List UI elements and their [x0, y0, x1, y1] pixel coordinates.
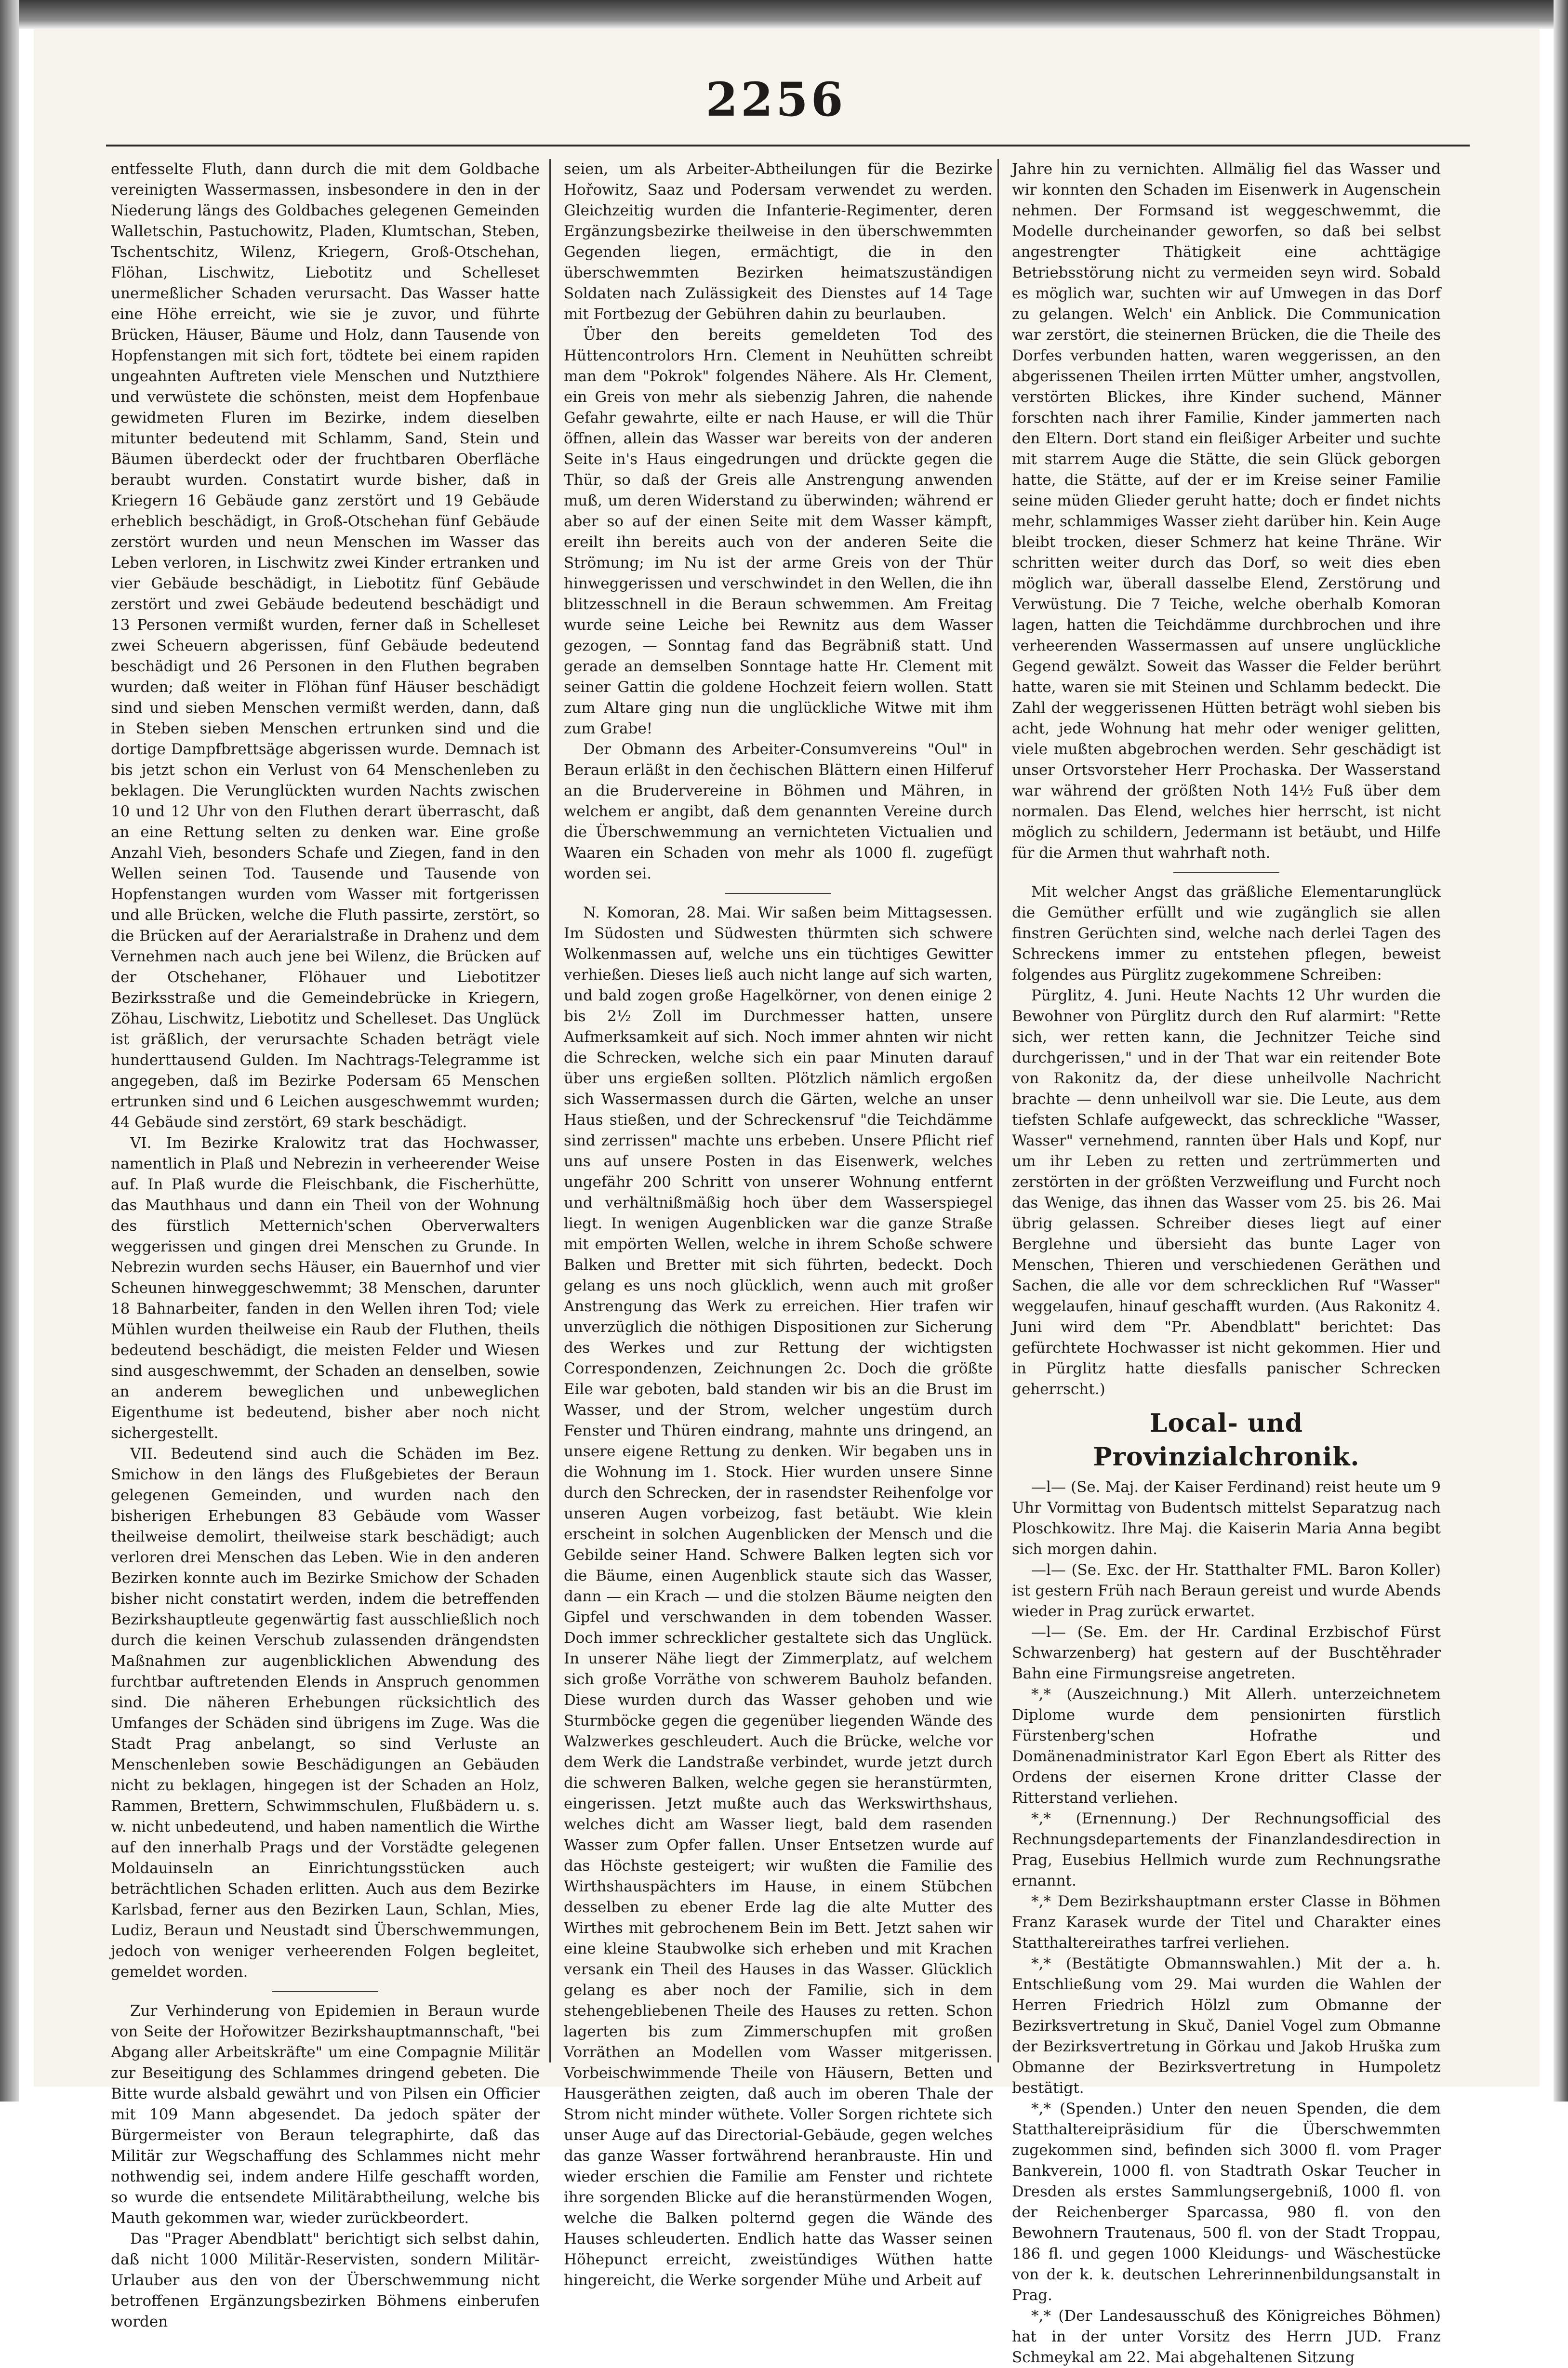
scan-border-left [0, 0, 19, 2102]
chronicle-item: —l— (Se. Exc. der Hr. Statthalter FML. Baron Koller) ist gestern Früh nach Beraun gereist und wurde Abends wieder in Prag zurück erwartet. [1012, 1561, 1441, 1620]
chronicle-item: *,* (Spenden.) Unter den neuen Spenden, die dem Statthaltereipräsidium für die Überschwemmten zugekommen sind, befinden sich 3000 fl. vom Prager Bankverein, 1000 fl. von Stadtrath Oskar Teucher in Dresden als erstes Sammlungsergebniß, 1000 fl. von der Reichenberger Sparcassa, 980 fl. von den Bewohnern Trautenaus, 500 fl. von der Stadt Troppau, 186 fl. und gegen 1000 Kleidungs- und Wäschestücke von der k. k. deutschen Lehrerinnenbildungsanstalt in Prag. [1012, 2100, 1441, 2304]
paragraph: entfesselte Fluth, dann durch die mit dem Goldbache vereinigten Wassermassen, insbesondere in den in der Niederung längs des Goldbaches gelegenen Gemeinden Walletschin, Pastuchowitz, Pladen, Klumtschan, Steben, Tschentschitz, Wilenz, Kriegern, Groß-Otschehan, Flöhan, Lischwitz, Liebotitz und Schelleset unermeßlicher Schaden verursacht. Das Wasser hatte eine Höhe erreicht, wie sie je zuvor, und führte Brücken, Häuser, Bäume und Holz, dann Tausende von Hopfenstangen mit sich fort, tödtete bei einem rapiden ungeahnten Auftreten viele Menschen und Nutzthiere und verwüstete die schönsten, meist dem Hopfenbaue gewidmeten Fluren im Bezirke, indem dieselben mitunter bedeutend mit Schlamm, Sand, Stein und Bäumen überdeckt oder der fruchtbaren Oberfläche beraubt wurden. Constatirt wurde bisher, daß in Kriegern 16 Gebäude ganz zerstört und 19 Gebäude erheblich beschädigt, in Groß-Otschehan fünf Gebäude zerstört wurden und neun Menschen im Wasser das Leben verloren, in Lischwitz zwei Kinder ertranken und vier Gebäude beschädigt, in Liebotitz fünf Gebäude zerstört und zwei Gebäude bedeutend beschädigt und 13 Personen vermißt wurden, ferner daß in Schelleset zwei Scheuern abgerissen, fünf Gebäude bedeutend beschädigt und 26 Personen in den Fluthen begraben wurden; daß weiter in Flöhan fünf Häuser beschädigt sind und sieben Menschen vermißt werden, dann, daß in Steben sieben Menschen ertrunken sind und die dortige Dampfbrettsäge abgerissen wurde. Demnach ist bis jetzt schon ein Verlust von 64 Menschenleben zu beklagen. Die Verunglückten wurden Nachts zwischen 10 und 12 Uhr von den Fluthen derart überrascht, daß an eine Rettung selten zu denken war. Eine große Anzahl Vieh, besonders Schafe und Ziegen, fand in den Wellen seinen Tod. Tausende und Tausende von Hopfenstangen wurden vom Wasser mit fortgerissen und alle Brücken, welche die Fluth passirte, zerstört, so die Brücken auf der Aerarialstraße in Drahenz und dem Vernehmen nach auch jene bei Wilenz, die Brücken auf der Otschehaner, Flöhauer und Liebotitzer Bezirksstraße und die Gemeindebrücke in Kriegern, Zöhau, Lischwitz, Liebotitz und Schelleset. Das Unglück ist gräßlich, der verursachte Schaden beträgt viele hunderttausend Gulden. Im Nachtrags-Telegramme ist angegeben, daß im Bezirke Podersam 65 Menschen ertrunken sind und 6 Leichen ausgeschwemmt wurden; 44 Gebäude sind zerstört, 69 stark beschädigt. [111, 160, 540, 1131]
column-3 [1012, 159, 1441, 2366]
chronicle-item: *,* (Bestätigte Obmannswahlen.) Mit der a. h. Entschließung vom 29. Mai wurden die Wahlen der Herren Friedrich Hölzl zum Obmanne der Bezirksvertretung in Skuč, Daniel Vogel zum Obmanne der Bezirksvertretung in Görkau und Jakob Hruška zum Obmanne der Bezirksvertretung in Humpoletz bestätigt. [1012, 1955, 1441, 2097]
separator-rule [272, 1991, 378, 1992]
column-1 [111, 159, 540, 2330]
paragraph: seien, um als Arbeiter-Abtheilungen für die Bezirke Hořowitz, Saaz und Podersam verwendet zu werden. Gleichzeitig wurden die Infanterie-Regimenter, deren Ergänzungsbezirke theilweise in den überschwemmten Gegenden liegen, ermächtigt, die in den überschwemmten Bezirken heimatszuständigen Soldaten nach Zulässigkeit des Dienstes auf 14 Tage mit Fortbezug der Gebühren dahin zu beurlauben. [564, 160, 993, 323]
section-heading: Local- und Provinzialchronik. [1093, 1409, 1360, 1472]
paragraph: Zur Verhinderung von Epidemien in Beraun wurde von Seite der Hořowitzer Bezirkshauptmannschaft, "bei Abgang aller Arbeitskräfte" um eine Compagnie Militär zur Beseitigung des Schlammes dringend gebeten. Die Bitte wurde alsbald gewährt und von Pilsen ein Officier mit 109 Mann abgesendet. Da jedoch später der Bürgermeister von Beraun telegraphirte, daß das Militär zur Wegschaffung des Schlammes nicht mehr nothwendig sei, indem andere Hilfe geschafft worden, so wurde die entsendete Militärabtheilung, welche bis Mauth gekommen war, wieder zurückbeordert. [111, 2002, 540, 2227]
paragraph: Pürglitz, 4. Juni. Heute Nachts 12 Uhr wurden die Bewohner von Pürglitz durch den Ruf alarmirt: "Rette sich, wer retten kann, die Jechnitzer Teiche sind durchgerissen," und in der That war ein reitender Bote von Rakonitz da, der diese unheilvolle Nachricht brachte — denn unheilvoll war sie. Die Leute, aus dem tiefsten Schlafe aufgeweckt, das schreckliche "Wasser, Wasser" vernehmend, rannten über Hals und Kopf, nur um ihr Leben zu retten und zertrümmerten und zerstörten in der größten Verzweiflung und Furcht noch das Wenige, das ihnen das Wasser vom 25. bis 26. Mai übrig gelassen. Schreiber dieses liegt auf einer Berglehne und übersieht das bunte Lager von Menschen, Thieren und verschiedenen Geräthen und Sachen, die alle vor dem schrecklichen Ruf "Wasser" weggelaufen, hinauf geschafft wurden. (Aus Rakonitz 4. Juni wird dem "Pr. Abendblatt" berichtet: Das gefürchtete Hochwasser ist nicht gekommen. Hier und in Pürglitz hatte diesfalls panischer Schrecken geherrscht.) [1012, 987, 1441, 1398]
paragraph: Jahre hin zu vernichten. Allmälig fiel das Wasser und wir konnten den Schaden im Eisenwerk in Augenschein nehmen. Der Formsand ist weggeschwemmt, die Modelle durcheinander geworfen, so daß bei selbst angestrengter Thätigkeit eine achttägige Betriebsstörung nicht zu vermeiden seyn wird. Sobald es möglich war, suchten wir auf Umwegen in das Dorf zu gelangen. Welch' ein Anblick. Die Communication war zerstört, die steinernen Brücken, die die Theile des Dorfes verbunden hatten, waren weggerissen, an den abgerissenen Theilen irrten Mütter umher, angstvollen, verstörten Blickes, ihre Kinder suchend, Männer forschten nach ihrer Familie, Kinder jammerten nach den Eltern. Dort stand ein fleißiger Arbeiter und suchte mit starrem Auge die Stätte, die sein Glück geborgen hatte, die Stätte, auf der er im Kreise seiner Familie seine müden Glieder geruht hatte; doch er findet nichts mehr, schlammiges Wasser zieht darüber hin. Kein Auge bleibt trocken, dieser Schmerz hat keine Thräne. Wir schritten weiter durch das Dorf, so weit dies eben möglich war, überall dasselbe Elend, Zerstörung und Verwüstung. Die 7 Teiche, welche oberhalb Komoran lagen, hatten die Teichdämme durchbrochen und ihre verheerenden Wassermassen auf unsere unglückliche Gegend gewälzt. Soweit das Wasser die Felder berührt hatte, waren sie mit Steinen und Schlamm bedeckt. Die Zahl der weggerissenen Hütten beträgt wohl sieben bis acht, jede Wohnung hat mehr oder weniger gelitten, viele mußten abgebrochen werden. Sehr geschädigt ist unser Ortsvorsteher Herr Prochaska. Der Wasserstand war während der größten Noth 14½ Fuß über dem normalen. Das Elend, welches hier herrscht, ist nicht möglich zu schildern, Jedermann ist betäubt, und Hilfe für die Armen thut wahrhaft noth. [1012, 160, 1441, 862]
separator-rule [1173, 872, 1279, 873]
scan-border-top [0, 0, 1568, 29]
header-rule [106, 145, 1470, 146]
column-divider-1 [549, 159, 551, 2062]
chronicle-item: *,* (Der Landesausschuß des Königreiches Böhmen) hat in der unter Vorsitz des Herrn JUD. Franz Schmeykal am 22. Mai abgehaltenen Sitzung [1012, 2307, 1441, 2366]
chronicle-item: —l— (Se. Maj. der Kaiser Ferdinand) reist heute um 9 Uhr Vormittag von Budentsch mittelst Separatzug nach Ploschkowitz. Ihre Maj. die Kaiserin Maria Anna begibt sich morgen dahin. [1012, 1478, 1441, 1558]
page-number: 2256 [705, 72, 846, 127]
chronicle-item: *,* Dem Bezirkshauptmann erster Classe in Böhmen Franz Karasek wurde der Titel und Charakter eines Statthaltereirathes tarfrei verliehen. [1012, 1893, 1441, 1952]
paragraph: Das "Prager Abendblatt" berichtigt sich selbst dahin, daß nicht 1000 Militär-Reservisten, sondern Militär-Urlauber aus den von der Überschwemmung nicht betroffenen Ergänzungsbezirken Böhmens einberufen worden [111, 2230, 540, 2330]
chronicle-item: *,* (Ernennung.) Der Rechnungsofficial des Rechnungsdepartements der Finanzlandesdirection in Prag, Eusebius Hellmich wurde zum Rechnungsrathe ernannt. [1012, 1810, 1441, 1889]
paragraph: Der Obmann des Arbeiter-Consumvereins "Oul" in Beraun erläßt in den čechischen Blättern einen Hilferuf an die Brudervereine in Böhmen und Mähren, in welchem er angibt, daß dem genannten Vereine durch die Überschwemmung an vernichteten Victualien und Waaren ein Schaden von mehr als 1000 fl. zugefügt worden sei. [564, 741, 993, 882]
scan-border-right [1554, 0, 1568, 2102]
paragraph: Über den bereits gemeldeten Tod des Hüttencontrolors Hrn. Clement in Neuhütten schreibt man dem "Pokrok" folgendes Nähere. Als Hr. Clement, ein Greis von mehr als siebenzig Jahren, die nahende Gefahr gewahrte, eilte er nach Hause, er will die Thür öffnen, allein das Wasser war bereits von der anderen Seite in's Haus eingedrungen und drückte gegen die Thür, so daß der Greis alle Anstrengung anwenden muß, um deren Widerstand zu überwinden; während er aber so auf der einen Seite mit dem Wasser kämpft, ereilt ihn bereits auch von der anderen Seite die Strömung; im Nu ist der arme Greis von der Thür hinweggerissen und verschwindet in den Wellen, die ihn blitzesschnell in die Beraun schwemmen. Am Freitag wurde seine Leiche bei Rewnitz aus dem Wasser gezogen, — Sonntag fand das Begräbniß statt. Und gerade an demselben Sonntage hatte Hr. Clement mit seiner Gattin die goldene Hochzeit feiern wollen. Statt zum Altare ging nun die unglückliche Witwe mit ihm zum Grabe! [564, 326, 993, 737]
paragraph: VI. Im Bezirke Kralowitz trat das Hochwasser, namentlich in Plaß und Nebrezin in verheerender Weise auf. In Plaß wurde die Fleischbank, die Fischerhütte, das Mauthhaus und dann ein Theil von der Wohnung des fürstlich Metternich'schen Oberverwalters weggerissen und gingen drei Menschen zu Grunde. In Nebrezin wurden sechs Häuser, ein Bauernhof und vier Scheunen hinweggeschwemmt; 38 Menschen, darunter 18 Bahnarbeiter, fanden in den Wellen ihren Tod; viele Mühlen wurden theilweise ein Raub der Fluthen, theils bedeutend beschädigt, die meisten Felder und Wiesen sind ausgeschwemmt, der Schaden an denselben, sowie an anderem beweglichen und unbeweglichen Eigenthume ist bedeutend, bisher aber noch nicht sichergestellt. [111, 1134, 540, 1442]
column-divider-2 [997, 159, 999, 2062]
paragraph: VII. Bedeutend sind auch die Schäden im Bez. Smichow in den längs des Flußgebietes der Beraun gelegenen Gemeinden, und wurden nach den bisherigen Erhebungen 83 Gebäude vom Wasser theilweise demolirt, theilweise stark beschädigt; auch verloren drei Menschen das Leben. Wie in den anderen Bezirken konnte auch im Bezirke Smichow der Schaden bisher nicht constatirt werden, indem die betreffenden Bezirkshauptleute gegenwärtig fast ausschließlich noch durch die keinen Verschub zulassenden drängendsten Maßnahmen zur augenblicklichen Abwendung des furchtbar auftretenden Elends in Anspruch genommen sind. Die näheren Erhebungen rücksichtlich des Umfanges der Schäden sind übrigens im Zuge. Was die Stadt Prag anbelangt, so sind Verluste an Menschenleben sowie Beschädigungen an Gebäuden nicht zu beklagen, hingegen ist der Schaden an Holz, Rammen, Brettern, Schwimmschulen, Flußbädern u. s. w. nicht unbedeutend, und haben namentlich die Wirthe auf den innerhalb Prags und der Vorstädte gelegenen Moldauinseln an Einrichtungsstücken auch beträchtlichen Schaden erlitten. Auch aus dem Bezirke Karlsbad, ferner aus den Bezirken Laun, Schlan, Mies, Ludiz, Beraun und Neustadt sind Überschwemmungen, jedoch von weniger verheerenden Folgen begleitet, gemeldet worden. [111, 1445, 540, 1981]
paragraph: N. Komoran, 28. Mai. Wir saßen beim Mittagsessen. Im Südosten und Südwesten thürmten sich schwere Wolkenmassen auf, welche uns ein tüchtiges Gewitter verhießen. Dieses ließ auch nicht lange auf sich warten, und bald zogen große Hagelkörner, von denen einige 2 bis 2½ Zoll im Durchmesser hatten, unsere Aufmerksamkeit auf sich. Noch immer ahnten wir nicht die Schrecken, welche sich ein paar Minuten darauf über uns ergießen sollten. Plötzlich nämlich ergoßen sich Wassermassen durch die Gärten, welche an unser Haus stießen, und der Schreckensruf "die Teichdämme sind zerrissen" machte uns erbeben. Unsere Pflicht rief uns auf unsere Posten in das Eisenwerk, welches ungefähr 200 Schritt von unserer Wohnung entfernt und verhältnißmäßig hoch über dem Wasserspiegel liegt. In wenigen Augenblicken war die ganze Straße mit empörten Wellen, welche in ihrem Schoße schwere Balken und Bretter mit sich führten, bedeckt. Doch gelang es uns noch glücklich, wenn auch mit großer Anstrengung das Werk zu erreichen. Hier trafen wir unverzüglich die nöthigen Dispositionen zur Sicherung des Werkes und zur Rettung der wichtigsten Correspondenzen, Zeichnungen 2c. Doch die größte Eile war geboten, bald standen wir bis an die Brust im Wasser, und der Strom, welcher ungestüm durch Fenster und Thüren eindrang, mahnte uns dringend, an unsere eigene Rettung zu denken. Wir begaben uns in die Wohnung im 1. Stock. Hier wurden unsere Sinne durch den Schrecken, der in rasendster Reihenfolge vor unseren Augen vorbeizog, fast betäubt. Wie klein erscheint in solchen Augenblicken der Mensch und die Gebilde seiner Hand. Schwere Balken legten sich vor die Bäume, einen Augenblick staute sich das Wasser, dann — ein Krach — und die stolzen Bäume neigten den Gipfel und verschwanden in dem tobenden Wasser. Doch immer schrecklicher gestaltete sich das Unglück. In unserer Nähe liegt der Zimmerplatz, auf welchem sich große Vorräthe von schwerem Bauholz befanden. Diese wurden durch das Wasser gehoben und wie Sturmböcke gegen die gegenüber liegenden Wände des Walzwerkes geschleudert. Auch die Brücke, welche vor dem Werk die Landstraße verbindet, wurde jetzt durch die schweren Balken, welche gegen sie heranstürmten, eingerissen. Jetzt mußte auch das Werkswirthshaus, welches dicht am Wasser liegt, bald dem rasenden Wasser zum Opfer fallen. Unser Entsetzen wurde auf das Höchste gesteigert; wir wußten die Familie des Wirthshauspächters im Hause, in einem Stübchen desselben zu ebener Erde lag die alte Mutter des Wirthes mit gebrochenem Bein im Bett. Jetzt sahen wir eine kleine Staubwolke sich erheben und mit Krachen versank ein Theil des Hauses in das Wasser. Glücklich gelang es aber noch der Familie, sich in dem stehengebliebenen Theile des Hauses zu retten. Schon lagerten bis zum Zimmerschupfen mit großen Vorräthen an Modellen vom Wasser mitgerissen. Vorbeischwimmende Theile von Häusern, Betten und Hausgeräthen zeigten, daß auch im oberen Thale der Strom nicht minder wüthete. Voller Sorgen richtete sich unser Auge auf das Directorial-Gebäude, gegen welches das ganze Wasser fortwährend heranbrauste. Hin und wieder erschien die Familie am Fenster und richtete ihre sorgenden Blicke auf die heranstürmenden Wogen, welche die Balken polternd gegen die Wände des Hauses schleuderten. Endlich hatte das Wasser seinen Höhepunct erreicht, zweistündiges Wüthen hatte hingereicht, die Werke sorgender Mühe und Arbeit auf [564, 904, 993, 2289]
column-2 [564, 159, 993, 2289]
paragraph: Mit welcher Angst das gräßliche Elementarunglück die Gemüther erfüllt und wie zugänglich sie allen finstren Gerüchten sind, welche nach derlei Tagen des Schreckens immer zu entstehen pflegen, beweist folgendes aus Pürglitz zugekommene Schreiben: [1012, 883, 1441, 984]
chronicle-item: —l— (Se. Em. der Hr. Cardinal Erzbischof Fürst Schwarzenberg) hat gestern auf der Buschtěhrader Bahn eine Firmungsreise angetreten. [1012, 1623, 1441, 1682]
chronicle-item: *,* (Auszeichnung.) Mit Allerh. unterzeichnetem Diplome wurde dem pensionirten fürstlich Fürstenberg'schen Hofrathe und Domänenadministrator Karl Egon Ebert als Ritter des Ordens der eisernen Krone dritter Classe der Ritterstand verliehen. [1012, 1686, 1441, 1807]
separator-rule [725, 893, 831, 894]
